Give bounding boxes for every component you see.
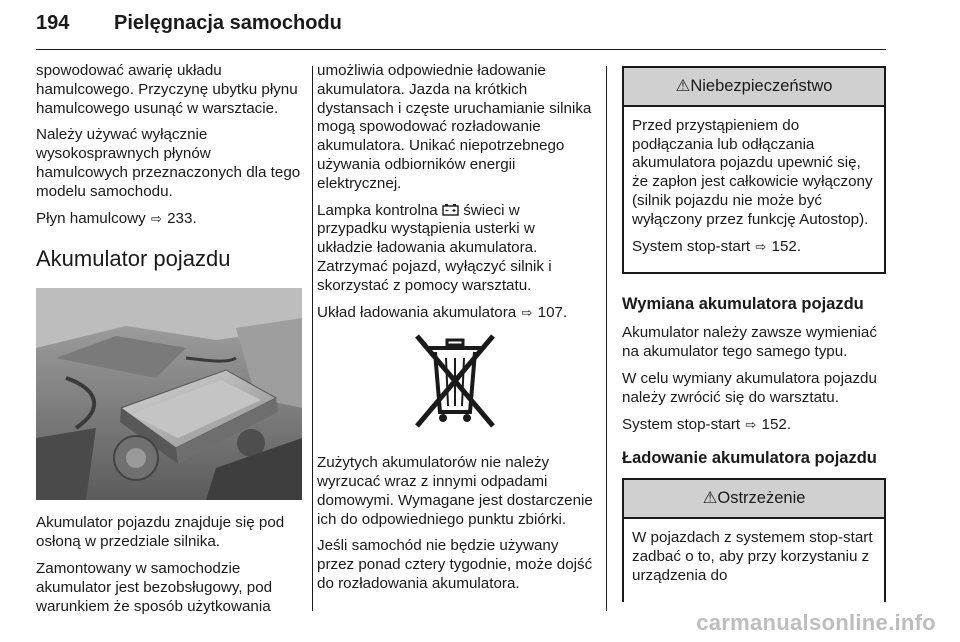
danger-header xyxy=(624,68,884,107)
reference-text: System stop-start xyxy=(632,237,751,255)
page-header xyxy=(36,10,886,48)
paragraph: Jeśli samochód nie będzie używany przez ponad cztery tygodnie, może dojść do rozładowania akumulatora. xyxy=(317,537,593,592)
page-reference-icon: ⇨ xyxy=(755,238,767,254)
warning-body xyxy=(622,519,886,601)
column-3 xyxy=(622,62,886,602)
paragraph-text: Lampka kontrolna xyxy=(317,201,438,219)
page-title: Pielęgnacja samochodu xyxy=(114,12,342,34)
reference-page[interactable]: 107. xyxy=(537,303,568,321)
warning-lamp-paragraph xyxy=(317,202,593,296)
crossed-out-bin-icon xyxy=(409,330,501,430)
reference-page[interactable]: 152. xyxy=(761,415,792,433)
page-number: 194 xyxy=(36,12,70,34)
paragraph: spowodować awarię układu hamulcowego. Przyczynę ubytku płynu hamulcowego usunąć w warsztacie. xyxy=(36,62,298,117)
subsection-title: Ładowanie akumulatora pojazdu xyxy=(622,449,877,468)
engine-bay-illustration xyxy=(36,288,302,500)
danger-title: Niebezpieczeństwo xyxy=(690,77,833,95)
subsection-title: Wymiana akumulatora pojazdu xyxy=(622,295,864,314)
paragraph: umożliwia odpowiednie ładowanie akumulatora. Jazda na krótkich dystansach i częste uruchamianie silnika mogą spowodować rozładowanie akumulatora. Unikać niepotrzebnego używania odbiorników energii elektrycznej. xyxy=(317,62,592,192)
warning-title: Ostrzeżenie xyxy=(717,489,806,508)
paragraph: Przed przystąpieniem do podłączania lub odłączania akumulatora pojazdu upewnić się, że zapłon jest całkowicie wyłączony (silnik pojazdu nie może być wyłączony przez funkcję Autostop). xyxy=(632,116,873,228)
section-title: Akumulator pojazdu xyxy=(36,246,231,272)
page-reference-icon: ⇨ xyxy=(745,416,757,432)
reference-page[interactable]: 152. xyxy=(771,237,802,255)
column-divider-2 xyxy=(606,66,607,611)
paragraph: Należy używać wyłącznie wysokosprawnych płynów hamulcowych przeznaczonych dla tego modelu samochodu. xyxy=(36,126,301,200)
header-divider xyxy=(36,49,886,50)
warning-triangle-icon: ⚠ xyxy=(675,77,691,95)
warning-triangle-icon: ⚠ xyxy=(702,489,718,508)
paragraph: Akumulator należy zawsze wymieniać na akumulator tego samego typu. xyxy=(622,324,877,361)
column-2 xyxy=(317,62,593,602)
stop-start-reference xyxy=(632,238,876,257)
brake-fluid-reference xyxy=(36,210,302,229)
reference-text: Płyn hamulcowy xyxy=(36,209,146,227)
paragraph: Zużytych akumulatorów nie należy wyrzucać wraz z innymi odpadami domowymi. Wymagane jest dostarczenie ich do odpowiedniego punktu zbiórki. xyxy=(317,454,593,528)
reference-text: Układ ładowania akumulatora xyxy=(317,303,517,321)
page-reference-icon: ⇨ xyxy=(521,304,533,320)
paragraph: W celu wymiany akumulatora pojazdu należy zwrócić się do warsztatu. xyxy=(622,369,877,406)
warning-box xyxy=(622,478,886,601)
paragraph: W pojazdach z systemem stop-start zadbać o to, aby przy korzystaniu z urządzenia do xyxy=(632,529,873,584)
reference-text: System stop-start xyxy=(622,415,741,433)
column-1 xyxy=(36,62,302,624)
crossed-bin-symbol xyxy=(317,330,593,436)
paragraph-text: świeci w przypadku wystąpienia usterki w układzie ładowania akumulatora. Zatrzymać pojazd, wyłączyć silnik i skorzystać z pomocy warsztatu. xyxy=(317,201,552,294)
stop-start-reference xyxy=(622,416,886,435)
warning-header xyxy=(624,480,884,519)
page-reference-icon: ⇨ xyxy=(150,210,162,226)
danger-box xyxy=(622,66,886,274)
charging-system-reference xyxy=(317,304,593,323)
battery-warning-icon xyxy=(442,203,459,216)
reference-page[interactable]: 233. xyxy=(167,209,197,227)
watermark: carmanualsonline.info xyxy=(696,610,936,635)
column-divider-1 xyxy=(312,66,313,611)
danger-body xyxy=(624,107,884,273)
paragraph: Akumulator pojazdu znajduje się pod osłoną w przedziale silnika. xyxy=(36,514,285,551)
paragraph: Zamontowany w samochodzie akumulator jest bezobsługowy, pod warunkiem że sposób użytkowania xyxy=(36,559,273,615)
battery-engine-photo xyxy=(36,288,302,500)
